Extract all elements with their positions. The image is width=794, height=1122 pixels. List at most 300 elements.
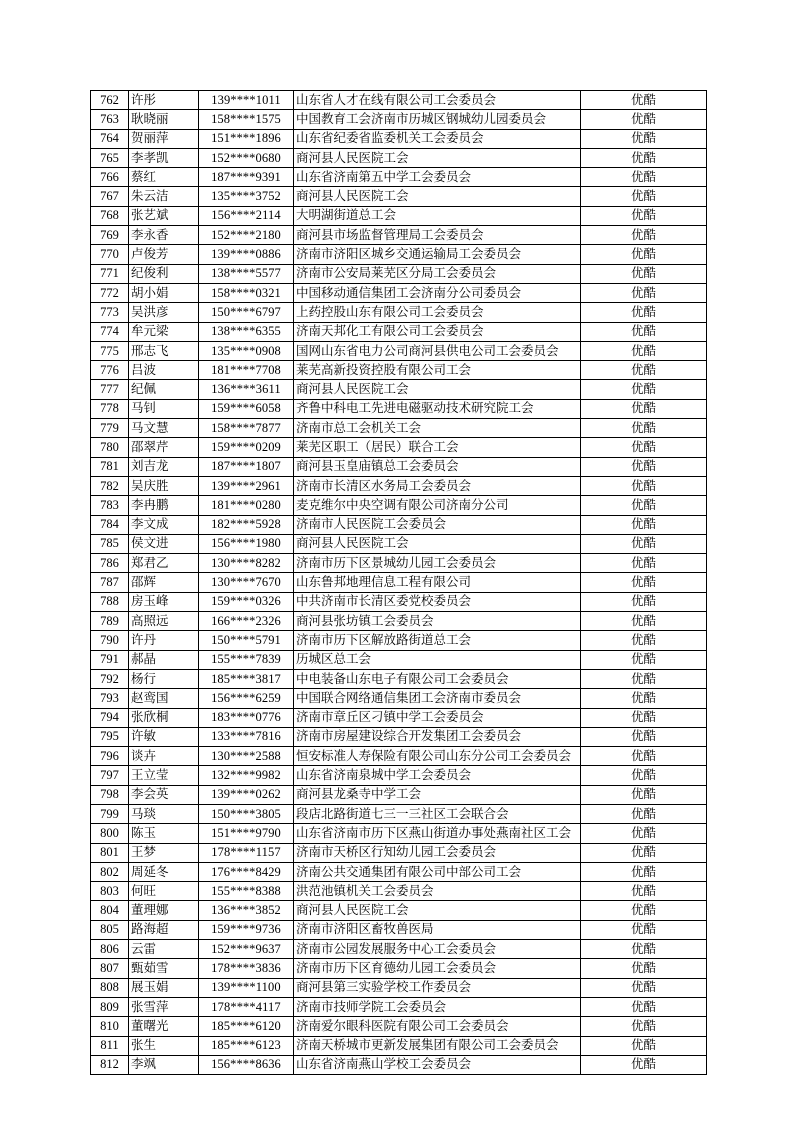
table-row [91,747,707,766]
table-row [91,978,707,997]
row-union-organization: 济南市历下区解放路街道总工会 [294,631,581,650]
row-platform: 优酷 [581,882,707,901]
row-member-name: 蔡红 [129,168,199,187]
row-phone-number: 152****2180 [199,226,294,245]
row-member-name: 贺丽萍 [129,129,199,148]
row-member-name: 高照远 [129,612,199,631]
table-row [91,785,707,804]
row-union-organization: 麦克维尔中央空调有限公司济南分公司 [294,496,581,515]
row-phone-number: 132****9982 [199,766,294,785]
row-platform: 优酷 [581,940,707,959]
table-row [91,399,707,418]
table-row [91,727,707,746]
row-sequence-number: 770 [91,245,129,264]
row-phone-number: 130****2588 [199,747,294,766]
table-row [91,573,707,592]
row-phone-number: 139****1100 [199,978,294,997]
row-sequence-number: 779 [91,419,129,438]
row-phone-number: 159****9736 [199,920,294,939]
row-sequence-number: 812 [91,1055,129,1074]
row-platform: 优酷 [581,341,707,360]
row-union-organization: 恒安标准人寿保险有限公司山东分公司工会委员会 [294,747,581,766]
row-platform: 优酷 [581,110,707,129]
row-sequence-number: 794 [91,708,129,727]
table-row [91,496,707,515]
row-phone-number: 166****2326 [199,612,294,631]
table-row [91,1017,707,1036]
table-row [91,940,707,959]
row-union-organization: 商河县市场监督管理局工会委员会 [294,226,581,245]
row-member-name: 张欣桐 [129,708,199,727]
table-row [91,226,707,245]
row-sequence-number: 774 [91,322,129,341]
row-union-organization: 商河县人民医院工会 [294,148,581,167]
row-phone-number: 158****0321 [199,283,294,302]
table-row [91,804,707,823]
row-sequence-number: 810 [91,1017,129,1036]
row-union-organization: 济南市总工会机关工会 [294,419,581,438]
row-member-name: 张雪萍 [129,997,199,1016]
row-member-name: 许丹 [129,631,199,650]
row-sequence-number: 782 [91,476,129,495]
row-member-name: 路海超 [129,920,199,939]
row-member-name: 纪佩 [129,380,199,399]
row-union-organization: 大明湖街道总工会 [294,206,581,225]
row-union-organization: 莱芜区职工（居民）联合工会 [294,438,581,457]
row-platform: 优酷 [581,785,707,804]
row-member-name: 王立莹 [129,766,199,785]
row-phone-number: 183****0776 [199,708,294,727]
row-member-name: 张生 [129,1036,199,1055]
row-phone-number: 181****7708 [199,361,294,380]
row-platform: 优酷 [581,669,707,688]
row-sequence-number: 803 [91,882,129,901]
row-union-organization: 山东省济南市历下区燕山街道办事处燕南社区工会 [294,824,581,843]
row-sequence-number: 806 [91,940,129,959]
row-sequence-number: 771 [91,264,129,283]
row-sequence-number: 792 [91,669,129,688]
table-row [91,997,707,1016]
row-union-organization: 洪范池镇机关工会委员会 [294,882,581,901]
table-row [91,438,707,457]
row-phone-number: 139****0262 [199,785,294,804]
row-phone-number: 135****3752 [199,187,294,206]
row-phone-number: 156****6259 [199,689,294,708]
table-row [91,689,707,708]
row-sequence-number: 795 [91,727,129,746]
table-row [91,1055,707,1074]
row-union-organization: 商河县龙桑寺中学工会 [294,785,581,804]
union-member-roster-table [90,90,707,1075]
table-row [91,476,707,495]
row-union-organization: 济南公共交通集团有限公司中部公司工会 [294,862,581,881]
row-platform: 优酷 [581,419,707,438]
row-member-name: 纪俊利 [129,264,199,283]
table-row [91,419,707,438]
row-union-organization: 济南市人民医院工会委员会 [294,515,581,534]
row-platform: 优酷 [581,573,707,592]
row-member-name: 吕波 [129,361,199,380]
row-platform: 优酷 [581,612,707,631]
row-sequence-number: 776 [91,361,129,380]
row-union-organization: 商河县人民医院工会 [294,534,581,553]
row-member-name: 马琰 [129,804,199,823]
row-member-name: 张艺斌 [129,206,199,225]
row-platform: 优酷 [581,554,707,573]
row-phone-number: 156****1980 [199,534,294,553]
row-member-name: 朱云洁 [129,187,199,206]
row-phone-number: 139****2961 [199,476,294,495]
row-sequence-number: 764 [91,129,129,148]
row-phone-number: 187****1807 [199,457,294,476]
row-union-organization: 济南市济阳区畜牧兽医局 [294,920,581,939]
row-phone-number: 150****6797 [199,303,294,322]
row-member-name: 邢志飞 [129,341,199,360]
table-row [91,361,707,380]
row-member-name: 房玉峰 [129,592,199,611]
row-phone-number: 178****4117 [199,997,294,1016]
row-union-organization: 商河县人民医院工会 [294,380,581,399]
row-member-name: 许敏 [129,727,199,746]
row-platform: 优酷 [581,399,707,418]
table-row [91,110,707,129]
row-phone-number: 159****6058 [199,399,294,418]
row-sequence-number: 798 [91,785,129,804]
row-sequence-number: 773 [91,303,129,322]
row-member-name: 周延冬 [129,862,199,881]
row-sequence-number: 780 [91,438,129,457]
row-member-name: 李会英 [129,785,199,804]
row-phone-number: 139****0886 [199,245,294,264]
row-phone-number: 136****3611 [199,380,294,399]
row-phone-number: 138****5577 [199,264,294,283]
row-phone-number: 151****1896 [199,129,294,148]
row-union-organization: 商河县张坊镇工会委员会 [294,612,581,631]
row-platform: 优酷 [581,206,707,225]
row-sequence-number: 775 [91,341,129,360]
row-member-name: 展玉娟 [129,978,199,997]
row-union-organization: 中国移动通信集团工会济南分公司委员会 [294,283,581,302]
row-union-organization: 商河县玉皇庙镇总工会委员会 [294,457,581,476]
row-platform: 优酷 [581,727,707,746]
row-member-name: 董曙光 [129,1017,199,1036]
row-phone-number: 178****3836 [199,959,294,978]
row-platform: 优酷 [581,920,707,939]
row-platform: 优酷 [581,148,707,167]
row-union-organization: 山东省济南燕山学校工会委员会 [294,1055,581,1074]
row-union-organization: 济南市济阳区城乡交通运输局工会委员会 [294,245,581,264]
row-phone-number: 150****5791 [199,631,294,650]
row-sequence-number: 763 [91,110,129,129]
row-sequence-number: 768 [91,206,129,225]
row-phone-number: 185****6123 [199,1036,294,1055]
row-sequence-number: 797 [91,766,129,785]
row-platform: 优酷 [581,747,707,766]
row-sequence-number: 809 [91,997,129,1016]
row-phone-number: 155****8388 [199,882,294,901]
row-sequence-number: 800 [91,824,129,843]
table-row [91,264,707,283]
row-platform: 优酷 [581,283,707,302]
row-sequence-number: 777 [91,380,129,399]
table-row [91,322,707,341]
row-platform: 优酷 [581,91,707,110]
row-phone-number: 158****7877 [199,419,294,438]
row-sequence-number: 762 [91,91,129,110]
row-union-organization: 济南市历下区景城幼儿园工会委员会 [294,554,581,573]
row-union-organization: 山东省人才在线有限公司工会委员会 [294,91,581,110]
table-row [91,766,707,785]
row-union-organization: 商河县人民医院工会 [294,187,581,206]
row-phone-number: 155****7839 [199,650,294,669]
row-sequence-number: 784 [91,515,129,534]
row-sequence-number: 805 [91,920,129,939]
row-union-organization: 济南市房屋建设综合开发集团工会委员会 [294,727,581,746]
row-phone-number: 130****7670 [199,573,294,592]
row-member-name: 刘吉龙 [129,457,199,476]
row-member-name: 郑君乙 [129,554,199,573]
table-row [91,901,707,920]
row-sequence-number: 801 [91,843,129,862]
row-platform: 优酷 [581,322,707,341]
row-phone-number: 185****6120 [199,1017,294,1036]
row-union-organization: 商河县人民医院工会 [294,901,581,920]
table-row [91,129,707,148]
row-platform: 优酷 [581,804,707,823]
row-union-organization: 山东省济南泉城中学工会委员会 [294,766,581,785]
table-row [91,669,707,688]
row-sequence-number: 804 [91,901,129,920]
row-platform: 优酷 [581,226,707,245]
row-union-organization: 济南市天桥区行知幼儿园工会委员会 [294,843,581,862]
row-member-name: 郝晶 [129,650,199,669]
row-platform: 优酷 [581,361,707,380]
row-union-organization: 国网山东省电力公司商河县供电公司工会委员会 [294,341,581,360]
row-sequence-number: 766 [91,168,129,187]
row-sequence-number: 772 [91,283,129,302]
row-phone-number: 176****8429 [199,862,294,881]
row-platform: 优酷 [581,1055,707,1074]
row-union-organization: 济南天邦化工有限公司工会委员会 [294,322,581,341]
row-platform: 优酷 [581,129,707,148]
row-sequence-number: 765 [91,148,129,167]
row-member-name: 侯文进 [129,534,199,553]
row-union-organization: 济南市技师学院工会委员会 [294,997,581,1016]
table-row [91,882,707,901]
row-sequence-number: 787 [91,573,129,592]
row-phone-number: 159****0326 [199,592,294,611]
row-platform: 优酷 [581,824,707,843]
row-member-name: 云雷 [129,940,199,959]
row-union-organization: 济南市公安局莱芜区分局工会委员会 [294,264,581,283]
row-member-name: 许彤 [129,91,199,110]
row-member-name: 杨行 [129,669,199,688]
table-row [91,148,707,167]
table-row [91,380,707,399]
row-platform: 优酷 [581,457,707,476]
row-phone-number: 156****2114 [199,206,294,225]
table-row [91,612,707,631]
row-phone-number: 156****8636 [199,1055,294,1074]
row-sequence-number: 808 [91,978,129,997]
row-sequence-number: 791 [91,650,129,669]
row-sequence-number: 788 [91,592,129,611]
row-member-name: 耿晓丽 [129,110,199,129]
row-union-organization: 莱芜高新投资控股有限公司工会 [294,361,581,380]
table-row [91,959,707,978]
row-platform: 优酷 [581,959,707,978]
row-phone-number: 178****1157 [199,843,294,862]
table-row [91,283,707,302]
row-sequence-number: 769 [91,226,129,245]
table-row [91,91,707,110]
row-sequence-number: 767 [91,187,129,206]
row-sequence-number: 799 [91,804,129,823]
row-platform: 优酷 [581,862,707,881]
row-member-name: 吴洪彦 [129,303,199,322]
table-row [91,708,707,727]
row-member-name: 李文成 [129,515,199,534]
row-union-organization: 济南市公园发展服务中心工会委员会 [294,940,581,959]
row-union-organization: 上药控股山东有限公司工会委员会 [294,303,581,322]
row-sequence-number: 781 [91,457,129,476]
row-member-name: 李冉鹏 [129,496,199,515]
row-member-name: 王梦 [129,843,199,862]
table-row [91,457,707,476]
row-platform: 优酷 [581,168,707,187]
row-platform: 优酷 [581,515,707,534]
row-platform: 优酷 [581,187,707,206]
row-union-organization: 中国联合网络通信集团工会济南市委员会 [294,689,581,708]
row-member-name: 卢俊芳 [129,245,199,264]
row-sequence-number: 811 [91,1036,129,1055]
row-sequence-number: 807 [91,959,129,978]
row-union-organization: 济南天桥城市更新发展集团有限公司工会委员会 [294,1036,581,1055]
row-phone-number: 185****3817 [199,669,294,688]
row-platform: 优酷 [581,997,707,1016]
row-platform: 优酷 [581,689,707,708]
table-row [91,187,707,206]
row-union-organization: 山东省纪委省监委机关工会委员会 [294,129,581,148]
row-member-name: 吴庆胜 [129,476,199,495]
row-phone-number: 139****1011 [199,91,294,110]
table-row [91,515,707,534]
row-member-name: 董理娜 [129,901,199,920]
row-member-name: 谈卉 [129,747,199,766]
row-member-name: 何旺 [129,882,199,901]
row-member-name: 胡小娟 [129,283,199,302]
row-phone-number: 138****6355 [199,322,294,341]
row-phone-number: 187****9391 [199,168,294,187]
row-platform: 优酷 [581,264,707,283]
row-union-organization: 山东鲁邦地理信息工程有限公司 [294,573,581,592]
row-union-organization: 中共济南市长清区委党校委员会 [294,592,581,611]
row-platform: 优酷 [581,496,707,515]
row-sequence-number: 802 [91,862,129,881]
table-row [91,341,707,360]
table-row [91,168,707,187]
table-row [91,824,707,843]
row-member-name: 李永香 [129,226,199,245]
row-union-organization: 段店北路街道七三一三社区工会联合会 [294,804,581,823]
table-row [91,650,707,669]
row-member-name: 马钊 [129,399,199,418]
row-phone-number: 182****5928 [199,515,294,534]
row-union-organization: 山东省济南第五中学工会委员会 [294,168,581,187]
row-sequence-number: 796 [91,747,129,766]
row-phone-number: 152****9637 [199,940,294,959]
row-platform: 优酷 [581,476,707,495]
row-member-name: 陈玉 [129,824,199,843]
row-phone-number: 133****7816 [199,727,294,746]
row-platform: 优酷 [581,650,707,669]
row-sequence-number: 789 [91,612,129,631]
table-row [91,245,707,264]
row-sequence-number: 785 [91,534,129,553]
row-platform: 优酷 [581,901,707,920]
row-platform: 优酷 [581,534,707,553]
row-union-organization: 中国教育工会济南市历城区钢城幼儿园委员会 [294,110,581,129]
row-union-organization: 济南市章丘区刁镇中学工会委员会 [294,708,581,727]
row-platform: 优酷 [581,592,707,611]
row-platform: 优酷 [581,380,707,399]
row-phone-number: 135****0908 [199,341,294,360]
table-row [91,862,707,881]
row-platform: 优酷 [581,245,707,264]
row-phone-number: 181****0280 [199,496,294,515]
row-union-organization: 中电装备山东电子有限公司工会委员会 [294,669,581,688]
table-row [91,592,707,611]
row-member-name: 李飒 [129,1055,199,1074]
row-phone-number: 158****1575 [199,110,294,129]
row-sequence-number: 790 [91,631,129,650]
row-phone-number: 136****3852 [199,901,294,920]
row-union-organization: 齐鲁中科电工先进电磁驱动技术研究院工会 [294,399,581,418]
table-row [91,920,707,939]
row-union-organization: 济南市历下区育德幼儿园工会委员会 [294,959,581,978]
row-union-organization: 济南爱尔眼科医院有限公司工会委员会 [294,1017,581,1036]
row-phone-number: 130****8282 [199,554,294,573]
row-member-name: 李孝凯 [129,148,199,167]
row-platform: 优酷 [581,438,707,457]
row-member-name: 赵鸾国 [129,689,199,708]
table-row [91,1036,707,1055]
row-sequence-number: 786 [91,554,129,573]
table-row [91,843,707,862]
row-platform: 优酷 [581,631,707,650]
row-member-name: 马文慧 [129,419,199,438]
row-phone-number: 150****3805 [199,804,294,823]
row-member-name: 甄茹雪 [129,959,199,978]
row-sequence-number: 778 [91,399,129,418]
table-row [91,554,707,573]
row-platform: 优酷 [581,1036,707,1055]
row-phone-number: 152****0680 [199,148,294,167]
roster-table-body [91,91,707,1075]
row-platform: 优酷 [581,843,707,862]
row-platform: 优酷 [581,708,707,727]
row-union-organization: 济南市长清区水务局工会委员会 [294,476,581,495]
row-sequence-number: 793 [91,689,129,708]
table-row [91,534,707,553]
table-row [91,206,707,225]
row-sequence-number: 783 [91,496,129,515]
row-phone-number: 151****9790 [199,824,294,843]
row-union-organization: 商河县第三实验学校工作委员会 [294,978,581,997]
row-platform: 优酷 [581,766,707,785]
row-member-name: 邵辉 [129,573,199,592]
row-platform: 优酷 [581,978,707,997]
